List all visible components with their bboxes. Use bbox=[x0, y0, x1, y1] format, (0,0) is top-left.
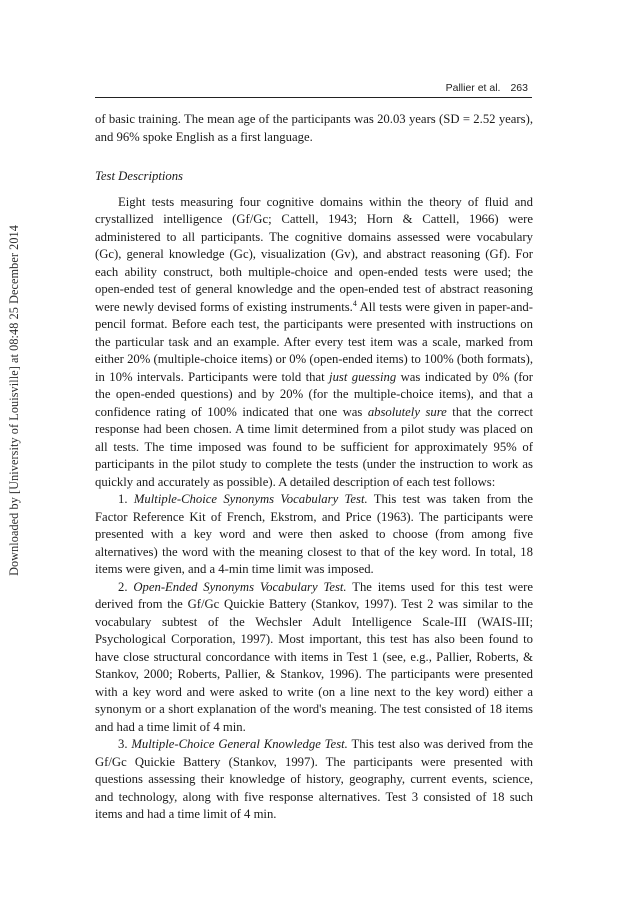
test-2-number: 2. bbox=[118, 579, 128, 594]
test-3-number: 3. bbox=[118, 737, 128, 751]
test-description-2 bbox=[95, 579, 533, 737]
test-1-title: Multiple-Choice Synonyms Vocabulary Test. bbox=[133, 492, 368, 506]
test-3-title: Multiple-Choice General Knowledge Test. bbox=[131, 737, 348, 751]
test-1-body: This test was taken from the Factor Reference Kit of French, Ekstrom, and Price (1963). The participants were presented with a key word and were then asked to choose (from among five alternatives) the word with the meaning closest to that of the key word. In total, 18 items were given, and a 4-min time limit was imposed. bbox=[95, 492, 533, 576]
test-3-body: This test also was derived from the Gf/Gc Quickie Battery (Stankov, 1997). The participants were presented with questions assessing their knowledge of history, geography, current events, science, and technology, along with five response alternatives. Test 3 consisted of 18 such items and had a time limit of 4 min. bbox=[95, 737, 533, 821]
intro-text-3: was indicated by 0% (for the open-ended questions) and by 20% (for the multiple-choice items), and that a confidence rating of 100% indicated that one was bbox=[95, 369, 533, 419]
running-head-authors: Pallier et al. bbox=[445, 82, 501, 94]
test-description-3 bbox=[95, 736, 533, 824]
page-body bbox=[95, 111, 533, 824]
test-2-body: The items used for this test were derived from the Gf/Gc Quickie Battery (Stankov, 1997). Test 2 was similar to the vocabulary subtest of the Wechsler Adult Intelligence Scale-III (WAIS-III; Psychological Corporation, 1997). Most important, this test has also been found to have close structural concordance with items in Test 1 (see, e.g., Pallier, Roberts, & Stankov, 2000; Roberts, Pallier, & Stankov, 1996). The participants were presented with a key word and were asked to write (on a line next to the key word) either a synonym or a short explanation of the word's meaning. The test consisted of 18 items and had a time limit of 4 min. bbox=[95, 579, 533, 734]
test-2-title: Open-Ended Synonyms Vocabulary Test. bbox=[133, 579, 347, 594]
page-number: 263 bbox=[510, 82, 528, 94]
intro-paragraph bbox=[95, 194, 533, 492]
test-1-number: 1. bbox=[118, 492, 128, 506]
intro-text-4: that the correct response had been chosen. A time limit determined from a pilot study was placed on all tests. The time imposed was found to be sufficient for approximately 95% of participants in the pilot study to complete the tests (under the instruction to work as quickly and accurately as possible). A detailed description of each test follows: bbox=[95, 404, 533, 489]
opening-paragraph: of basic training. The mean age of the participants was 20.03 years (SD = 2.52 years), and 96% spoke English as a first language. bbox=[95, 112, 533, 144]
intro-emphasis-absolutely-sure: absolutely sure bbox=[367, 404, 447, 419]
download-watermark bbox=[2, 150, 26, 650]
running-head bbox=[446, 82, 528, 94]
download-watermark-text: Downloaded by [University of Louisville] at 08:48 25 December 2014 bbox=[6, 224, 21, 576]
header-rule bbox=[95, 97, 532, 98]
section-gap bbox=[95, 146, 533, 158]
intro-text-2: All tests were given in paper-and-pencil format. Before each test, the participants were presented with instructions on the particular task and an example. After every test item was a scale, marked from either 20% (multiple-choice items) or 0% (open-ended items) to 100% (both formats), in 10% intervals. Participants were told that bbox=[95, 299, 534, 384]
footnote-marker: 4 bbox=[352, 298, 357, 308]
intro-emphasis-just-guessing: just guessing bbox=[329, 369, 397, 384]
test-description-1 bbox=[95, 491, 533, 579]
intro-text-1: Eight tests measuring four cognitive domains within the theory of fluid and crystallized intelligence (Gf/Gc; Cattell, 1943; Horn & Cattell, 1966) were administered to all participants. The cognitive domains assessed were vocabulary (Gc), general knowledge (Gc), visualization (Gv), and abstract reasoning (Gf). For each ability construct, both multiple-choice and open-ended tests were used; the open-ended test of general knowledge and the open-ended test of abstract reasoning were newly devised forms of existing instruments. bbox=[95, 194, 533, 314]
section-heading: Test Descriptions bbox=[95, 169, 183, 183]
